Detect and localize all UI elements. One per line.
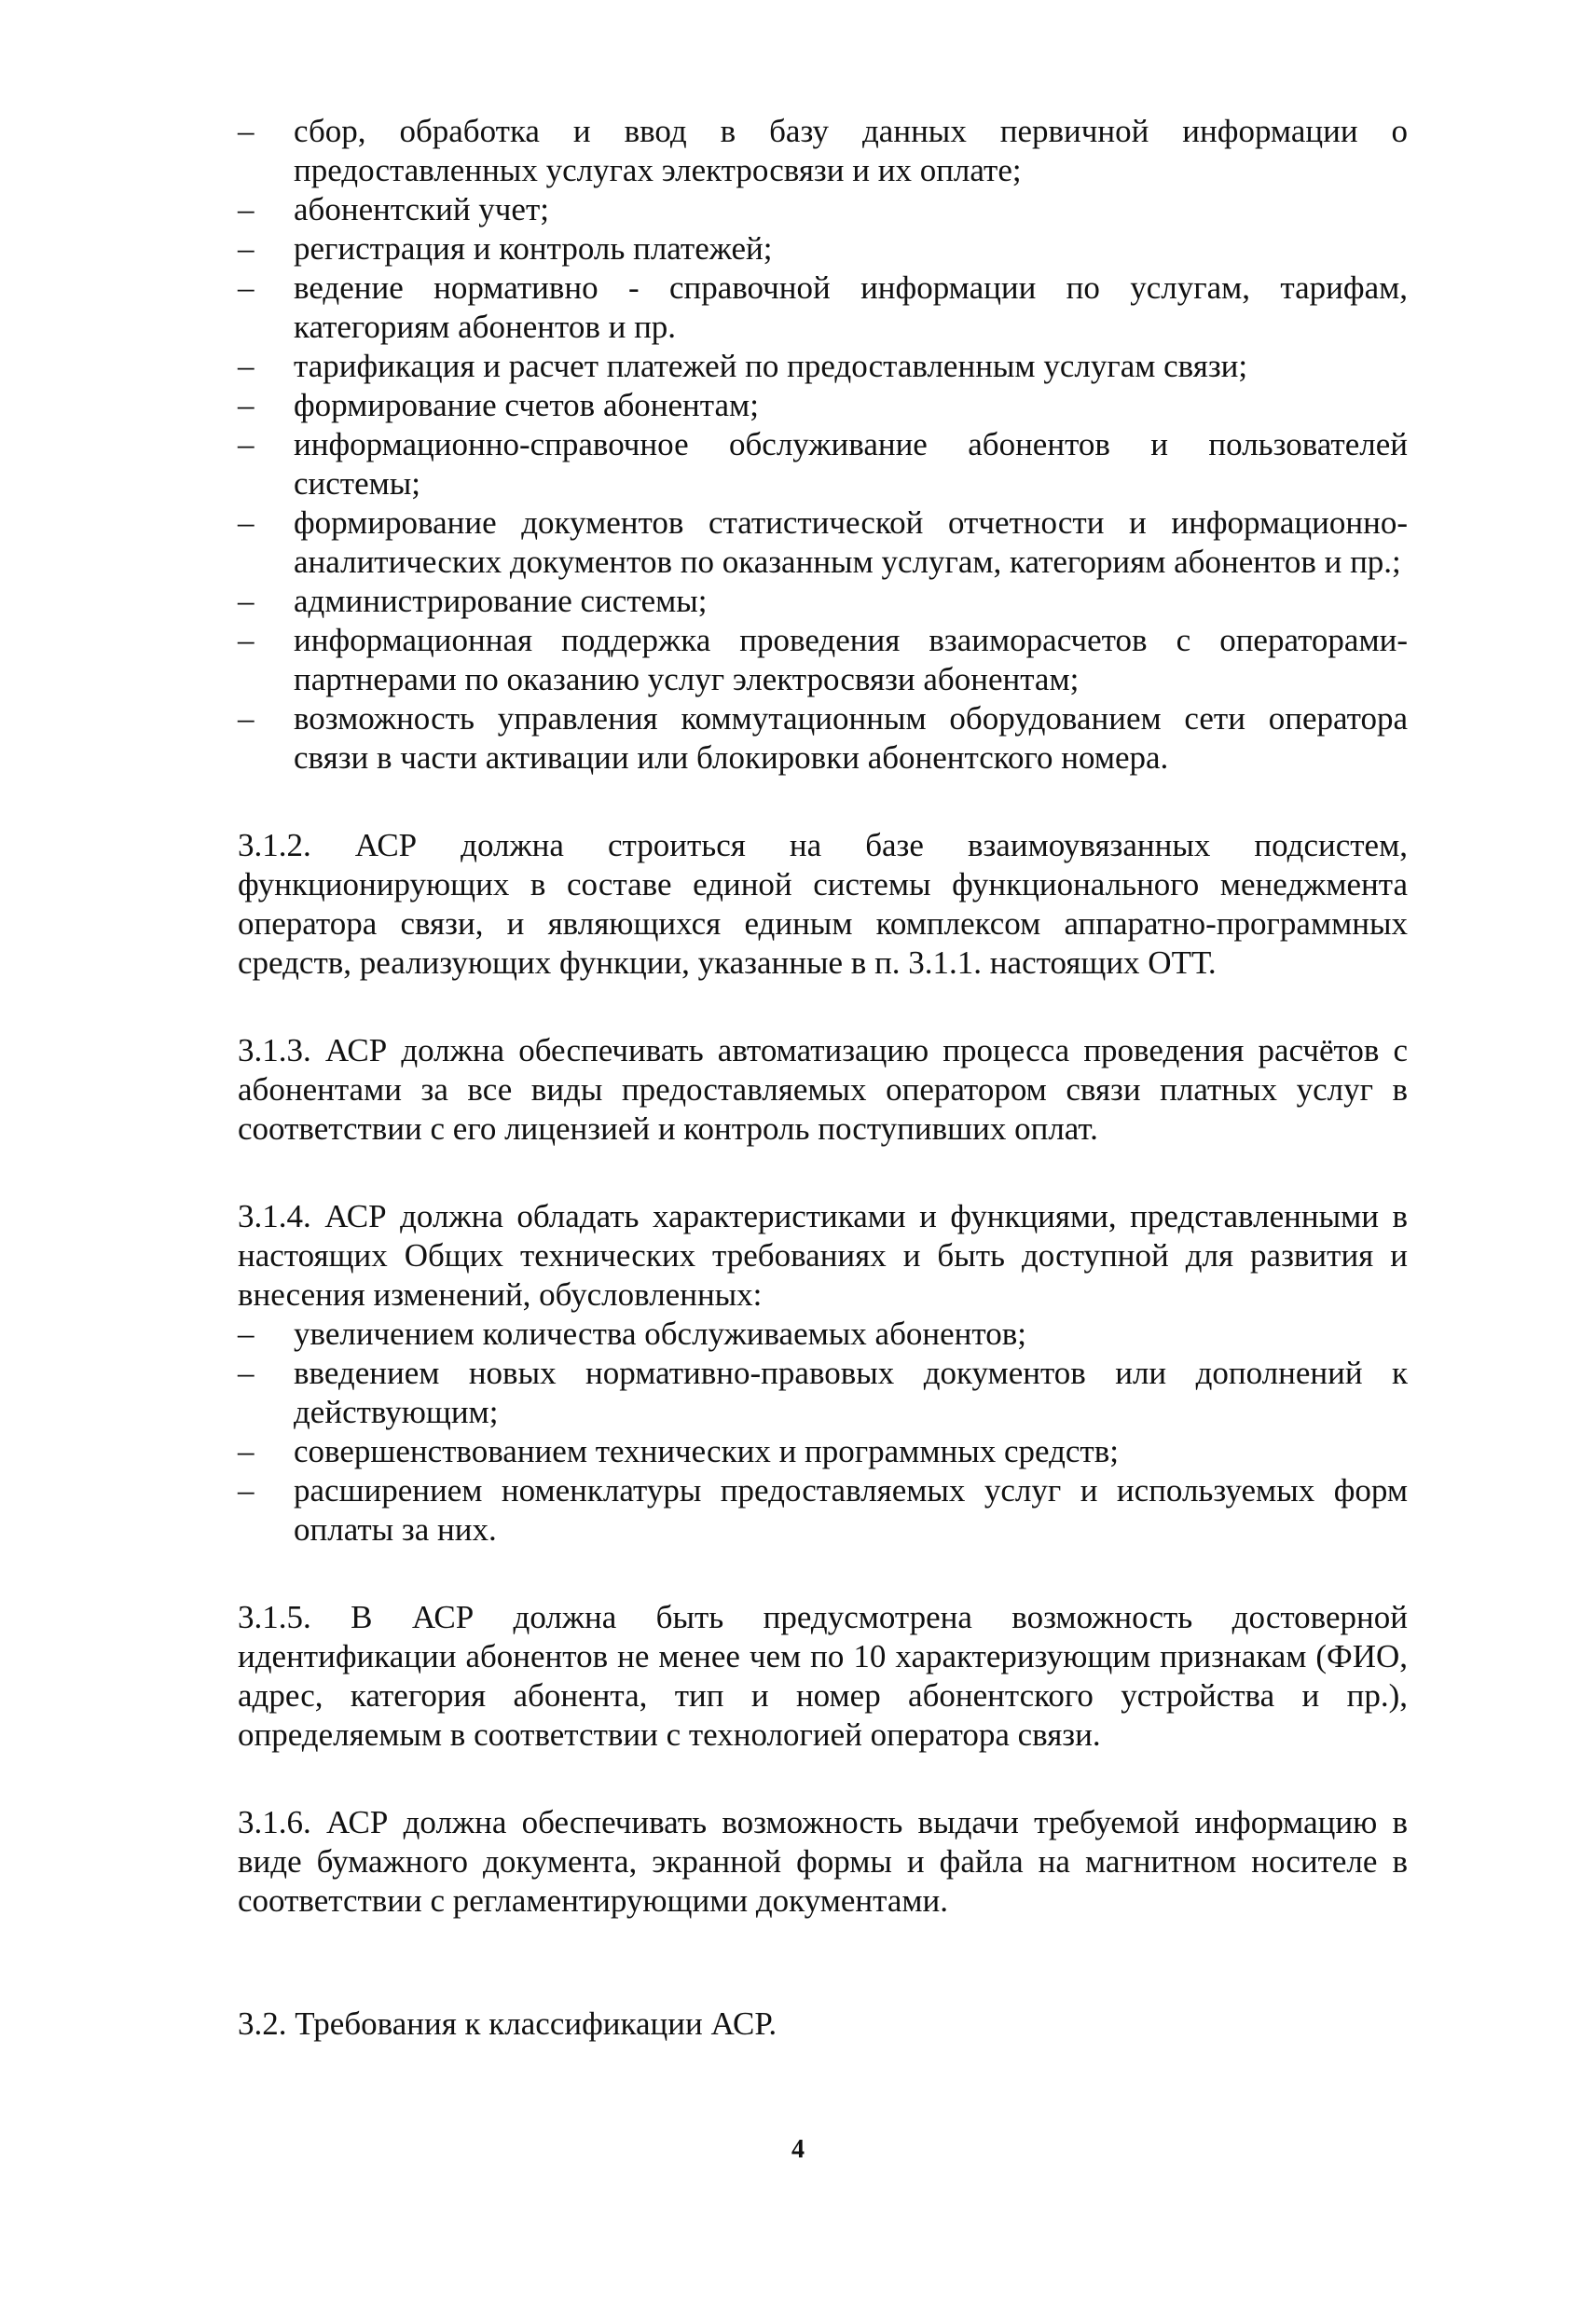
list-item: – тарификация и расчет платежей по предоставленным услугам связи;	[238, 347, 1408, 386]
list-item: – совершенствованием технических и программных средств;	[238, 1432, 1408, 1471]
list-item: – информационная поддержка проведения взаиморасчетов с операторами-партнерами по оказанию услуг электросвязи абонентам;	[238, 621, 1408, 699]
page-number: 4	[791, 2135, 805, 2164]
clause-3-1-3: 3.1.3. АСР должна обеспечивать автоматизацию процесса проведения расчётов с абонентами за все виды предоставляемых оператором связи платных услуг в соответствии с его лицензией и контроль поступивших оплат.	[238, 1032, 1408, 1147]
list-item: – сбор, обработка и ввод в базу данных первичной информации о предоставленных услугах электросвязи и их оплате;	[238, 112, 1408, 190]
clause-3-1-2: 3.1.2. АСР должна строиться на базе взаимоувязанных подсистем, функционирующих в составе единой системы функционального менеджмента оператора связи, и являющихся единым комплексом аппаратно-программных средств, реализующих функции, указанные в п. 3.1.1. настоящих ОТТ.	[238, 827, 1408, 981]
list-item: – возможность управления коммутационным оборудованием сети оператора связи в части активации или блокировки абонентского номера.	[238, 699, 1408, 778]
list-item: – регистрация и контроль платежей;	[238, 229, 1408, 269]
functions-list	[238, 112, 1408, 778]
list-item: – увеличением количества обслуживаемых абонентов;	[238, 1315, 1408, 1354]
list-item: – формирование документов статистической отчетности и информационно-аналитических документов по оказанным услугам, категориям абонентов и пр.;	[238, 503, 1408, 582]
clause-3-1-6: 3.1.6. АСР должна обеспечивать возможность выдачи требуемой информацию в виде бумажного документа, экранной формы и файла на магнитном носителе в соответствии с регламентирующими документами.	[238, 1804, 1408, 1919]
list-item: – ведение нормативно - справочной информации по услугам, тарифам, категориям абонентов и пр.	[238, 269, 1408, 347]
clause-3-1-4: 3.1.4. АСР должна обладать характеристиками и функциями, представленными в настоящих Общих технических требованиях и быть доступной для развития и внесения изменений, обусловленных:	[238, 1198, 1408, 1313]
list-item: – расширением номенклатуры предоставляемых услуг и используемых форм оплаты за них.	[238, 1471, 1408, 1550]
section-heading: 3.2. Требования к классификации АСР.	[238, 2005, 777, 2042]
list-item: – информационно-справочное обслуживание абонентов и пользователей системы;	[238, 425, 1408, 503]
clause-3-1-5: 3.1.5. В АСР должна быть предусмотрена возможность достоверной идентификации абонентов не менее чем по 10 характеризующим признакам (ФИО, адрес, категория абонента, тип и номер абонентского устройства и пр.), определяемым в соответствии с технологией оператора связи.	[238, 1599, 1408, 1753]
list-item: – формирование счетов абонентам;	[238, 386, 1408, 425]
changes-list	[238, 1315, 1408, 1550]
list-item: – абонентский учет;	[238, 190, 1408, 229]
list-item: – администрирование системы;	[238, 582, 1408, 621]
document-body	[238, 112, 1408, 2044]
list-item: – введением новых нормативно-правовых документов или дополнений к действующим;	[238, 1354, 1408, 1432]
